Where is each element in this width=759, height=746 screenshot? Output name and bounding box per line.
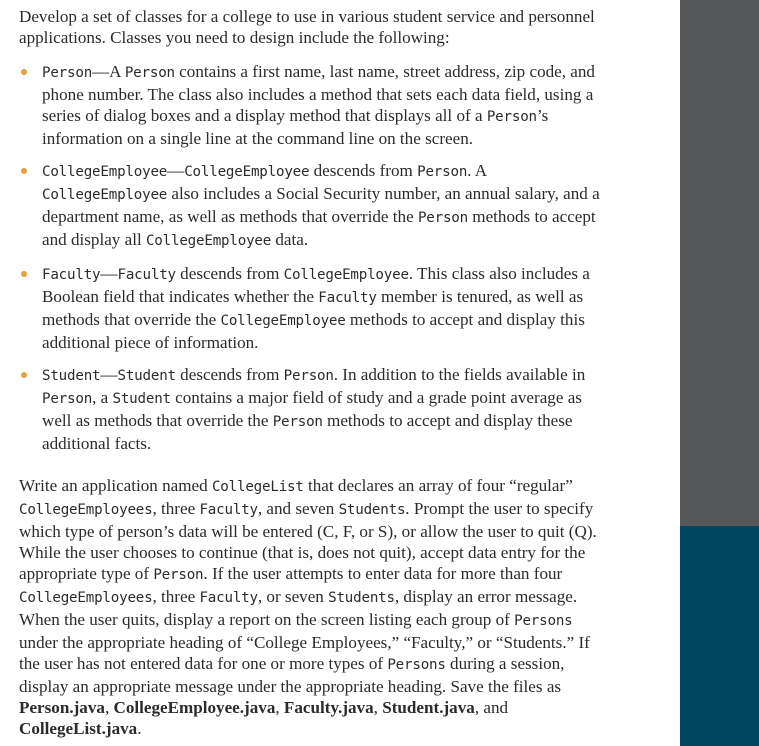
code-term: Person (42, 65, 93, 81)
class-bullet-list (19, 61, 609, 454)
file-name: Student.java (382, 698, 475, 717)
code-term: Faculty (42, 267, 101, 283)
code-term: CollegeEmployee (220, 313, 346, 329)
text-run: Write an application named (19, 476, 212, 495)
text-run: — (100, 264, 118, 283)
intro-paragraph: Develop a set of classes for a college to use in various student service and personnel applications. Classes you need to design include the following: (19, 7, 595, 47)
code-term: Student (117, 368, 176, 384)
text-run: data. (271, 230, 309, 249)
code-term: CollegeList (211, 479, 304, 495)
code-term: Faculty (318, 290, 377, 306)
bullet-item (19, 364, 609, 454)
text-run: , (373, 698, 383, 717)
code-term: Person (124, 65, 175, 81)
text-run: — (100, 365, 118, 384)
text-run: descends from (175, 365, 284, 384)
text-run: . In addition to the fields available in (333, 365, 586, 384)
text-run: methods to accept and display this additional piece of information. (42, 310, 585, 352)
text-run: , three (152, 587, 200, 606)
text-run: . This class also includes a Boolean field that indicates whether the (42, 264, 590, 306)
code-term: Student (112, 391, 171, 407)
code-term: Persons (514, 613, 573, 629)
text-run: . (137, 719, 142, 738)
code-term: Students (328, 590, 395, 606)
code-term: Person (272, 414, 323, 430)
code-term: Person (417, 210, 468, 226)
code-term: Person (153, 567, 204, 583)
text-run: , a (92, 388, 113, 407)
code-term: Student (42, 368, 101, 384)
bullet-dot-icon (21, 168, 27, 174)
text-run: under the appropriate heading of “College Employees,” “Faculty,” or “Students.” If the user has not entered data for one or more types of (19, 633, 590, 673)
sidebar-blue-band (680, 526, 759, 746)
code-term: CollegeEmployee (42, 187, 168, 203)
text-run: contains a first name, last name, street address, zip code, and phone number. The class also includes a method that sets each data field, using a series of dialog boxes and a display method that displays all of a (42, 62, 595, 125)
bullet-dot-icon (21, 372, 27, 378)
code-term: Faculty (199, 590, 258, 606)
bullet-item (19, 61, 609, 149)
text-run: methods to accept and display these additional facts. (42, 411, 573, 453)
bullet-dot-icon (21, 69, 27, 75)
bullet-item (19, 160, 609, 252)
text-run: . A (467, 161, 487, 180)
code-term: CollegeEmployee (184, 164, 310, 180)
file-name: Faculty.java (283, 698, 374, 717)
closing-paragraph (19, 475, 609, 739)
text-run: , and (474, 698, 509, 717)
code-term: Faculty (199, 502, 258, 518)
text-run: methods to accept and display all (42, 207, 596, 249)
code-term: CollegeEmployee (42, 164, 168, 180)
text-run: descends from (175, 264, 284, 283)
code-term: CollegeEmployee (283, 267, 409, 283)
text-run: contains a major field of study and a grade point average as well as methods that override the (42, 388, 582, 430)
text-run: ’s information on a single line at the command line on the screen. (42, 106, 549, 148)
text-run: — (167, 161, 185, 180)
text-run: descends from (309, 161, 418, 180)
text-run: , three (152, 499, 200, 518)
text-run: during a session, display an appropriate message under the appropriate heading. Save the files as (19, 654, 565, 696)
code-term: Person (486, 109, 537, 125)
exercise-text (19, 6, 609, 739)
code-term: Faculty (117, 267, 176, 283)
bullet-dot-icon (21, 271, 27, 277)
file-name: CollegeEmployee.java (113, 698, 276, 717)
text-run: —A (92, 62, 125, 81)
text-run: , display an error message. When the user quits, display a report on the screen listing each group of (19, 587, 578, 629)
bullet-item (19, 263, 609, 353)
code-term: CollegeEmployees (19, 502, 153, 518)
code-term: Person (417, 164, 468, 180)
text-run: also includes a Social Security number, an annual salary, and a department name, as well as methods that override the (42, 184, 600, 226)
file-name: Person.java (19, 698, 105, 717)
code-term: Person (42, 391, 93, 407)
code-term: Person (283, 368, 334, 384)
code-term: Students (338, 502, 406, 518)
text-run: . Prompt the user to specify which type of person’s data will be entered (C, F, or S), or allow the user to quit (Q). While the user chooses to continue (that is, does not quit), accept data entry for the appropriate type of (19, 499, 597, 583)
code-term: CollegeEmployee (145, 233, 272, 249)
text-run: , and seven (257, 499, 339, 518)
text-run: , or seven (257, 587, 329, 606)
file-name: CollegeList.java (19, 719, 138, 738)
code-term: Persons (387, 657, 446, 673)
text-run: that declares an array of four “regular” (303, 476, 573, 495)
text-run: , (275, 698, 284, 717)
text-run: . If the user attempts to enter data for more than four (203, 564, 563, 583)
code-term: CollegeEmployees (19, 590, 153, 606)
text-run: member is tenured, as well as methods that override the (42, 287, 584, 329)
text-run: , (104, 698, 114, 717)
